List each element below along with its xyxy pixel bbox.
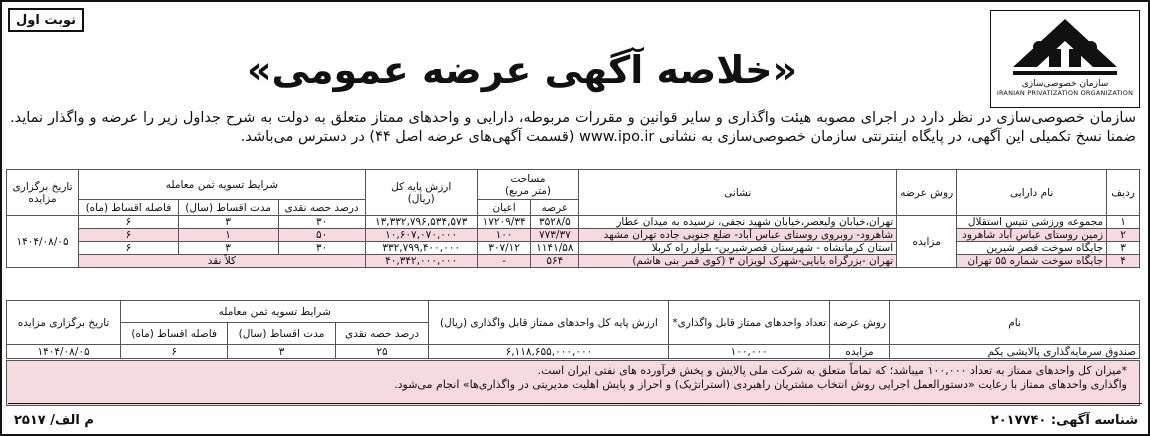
table-cell: ۶,۱۱۸,۶۵۵,۰۰۰,۰۰۰ [429, 345, 669, 359]
table-cell: ۶ [79, 229, 179, 242]
assets-table [6, 169, 1140, 268]
table-cell: ۱۰۰,۰۰۰ [669, 345, 830, 359]
table-cell: ۱۱۴۱/۵۸ [531, 242, 579, 255]
table-cell: ۱۴۰۴/۰۸/۰۵ [7, 345, 121, 359]
col-area-land: عرصه [531, 200, 579, 216]
col-address: نشانی [579, 170, 897, 216]
table-cell: ۱ [178, 229, 278, 242]
table-cell: جایگاه سوخت قصر شیرین [957, 242, 1107, 255]
publication-turn-badge: نوبت اول [8, 8, 84, 32]
col-auction-date: تاریخ برگزاری مزایده [7, 170, 79, 216]
table-cell: ۱۷۲۰۹/۳۴ [477, 216, 531, 229]
col-terms: شرایط تسویه ثمن معامله [121, 301, 429, 323]
col-cash-pct: درصد حصه نقدی [335, 323, 429, 345]
table-cell: ۴ [1107, 255, 1140, 268]
table-cell: ۳۳۲,۷۹۹,۴۰۰,۰۰۰ [365, 242, 477, 255]
col-terms: شرایط تسویه ثمن معامله [79, 170, 366, 200]
table-cell: ۶ [121, 345, 228, 359]
logo-text-fa: سازمان خصوصی‌سازی [1021, 79, 1109, 89]
footnote: *میزان کل واحدهای ممتاز به تعداد ۱۰۰,۰۰۰ میباشد؛ که تماماً متعلق به شرکت ملی پالایش و پخش فرآورده های نفتی ایران است. [537, 364, 1127, 377]
table-cell: ۳۵۲۸/۵ [531, 216, 579, 229]
logo-text-en: IRANIAN PRIVATIZATION ORGANIZATION [996, 89, 1134, 97]
table-cell: مزایده [830, 345, 890, 359]
table-cell: - [477, 255, 531, 268]
col-base-value: ارزش پایه کل واحدهای ممتاز قابل واگذاری (ریال) [429, 301, 669, 345]
table-cell: ۳۰ [278, 216, 365, 229]
table-cell: ۱۰,۶۰۷,۰۷۰,۰۰۰ [365, 229, 477, 242]
table-cell-method: مزایده [897, 216, 957, 268]
col-base-value: ارزش پایه کل (ریال) [365, 170, 477, 216]
table-cell: ۳ [178, 242, 278, 255]
table-cell: ۳ [178, 216, 278, 229]
ad-id: شناسه آگهی: ۲۰۱۷۷۴۰ [990, 413, 1138, 428]
col-auction-date: تاریخ برگزاری مزایده [7, 301, 121, 345]
table-cell: ۳ [228, 345, 335, 359]
table-cell-date: ۱۴۰۴/۰۸/۰۵ [7, 216, 79, 268]
table-cell: ۶ [79, 216, 179, 229]
table-cell: ۴۰,۳۴۲,۰۰۰,۰۰۰ [365, 255, 477, 268]
table-cell: زمین روستای عباس آباد شاهرود [957, 229, 1107, 242]
table-cell: صندوق سرمایه‌گذاری پالایشی یکم [890, 345, 1140, 359]
table-cell: ۶ [79, 242, 179, 255]
table-cell: ۱ [1107, 216, 1140, 229]
table-cell-terms: کلاً نقد [79, 255, 366, 268]
col-name: نام [890, 301, 1140, 345]
col-row-no: ردیف [1107, 170, 1140, 216]
intro-text: سازمان خصوصی‌سازی در نظر دارد در اجرای مصوبه هیئت واگذاری و سایر قوانین و مقررات مربوطه، دارایی و واحدهای ممتاز متعلق به دولت به شرح جداول زیر را عرضه و واگذار نماید. ضمنا نسخ تکمیلی این آگهی، در پایگاه اینترنتی سازمان خصوصی‌سازی به نشانی www.ipo.ir (قسمت آگهی‌های عرضه اصل ۴۴) در دسترس می‌باشد. [10, 110, 1136, 145]
footnote: واگذاری واحدهای ممتاز با رعایت «دستورالعمل اجرایی روش انتخاب مشتریان راهبردی (استراتژیک) و احراز و پایش اهلیت مدیریتی در واگذاری‌ها» انجام می‌شود. [394, 378, 1127, 391]
table-cell: ۳۰۷/۱۲ [477, 242, 531, 255]
table-cell: ۲ [1107, 229, 1140, 242]
col-cash-pct: درصد حصه نقدی [278, 200, 365, 216]
table-cell: جایگاه سوخت شماره ۵۵ تهران [957, 255, 1107, 268]
table-cell: ۵۰ [278, 229, 365, 242]
ipo-logo-icon [1005, 17, 1125, 79]
col-method: روش عرضه [830, 301, 890, 345]
table-cell: ۱۰۰ [477, 229, 531, 242]
col-asset-name: نام دارایی [957, 170, 1107, 216]
col-install-interval: فاصله اقساط (ماه) [121, 323, 228, 345]
col-install-years: مدت اقساط (سال) [228, 323, 335, 345]
table-cell: ۱۳,۳۳۲,۷۹۶,۵۳۴,۵۷۳ [365, 216, 477, 229]
table-cell: ۷۷۳/۳۷ [531, 229, 579, 242]
table-cell: تهران -بزرگراه بابایی-شهرک لویزان ۳ (کوی قمر بنی هاشم) [579, 255, 897, 268]
col-area-building: اعیان [477, 200, 531, 216]
table-cell: شاهرود- روبروی روستای عباس آباد- ضلع جنوبی جاده تهران مشهد [579, 229, 897, 242]
reference-code: م الف/ ۲۵۱۷ [14, 413, 94, 428]
table-cell: مجموعه ورزشی تنیس استقلال [957, 216, 1107, 229]
table-cell: ۲۵ [335, 345, 429, 359]
col-method: روش عرضه [897, 170, 957, 216]
col-install-years: مدت اقساط (سال) [178, 200, 278, 216]
footer-divider [8, 403, 1142, 404]
table-cell: ۵۶۴ [531, 255, 579, 268]
ipo-logo [990, 10, 1140, 108]
table-cell: استان کرمانشاه - شهرستان قصرشیرین- بلوار راه کربلا [579, 242, 897, 255]
units-table [6, 300, 1140, 359]
table-cell: ۳ [1107, 242, 1140, 255]
table-cell: ۳۰ [278, 242, 365, 255]
col-unit-count: تعداد واحدهای ممتاز قابل واگذاری* [669, 301, 830, 345]
page-title: «خلاصه آگهی عرضه عمومی» [246, 48, 798, 92]
table-cell: تهران،خیابان ولیعصر،خیابان شهید نجفی، نرسیده به میدان عطار [579, 216, 897, 229]
col-install-interval: فاصله اقساط (ماه) [79, 200, 179, 216]
footnotes [6, 360, 1140, 406]
col-area: مساحت (متر مربع) [477, 170, 579, 200]
intro-paragraph [10, 109, 1136, 147]
